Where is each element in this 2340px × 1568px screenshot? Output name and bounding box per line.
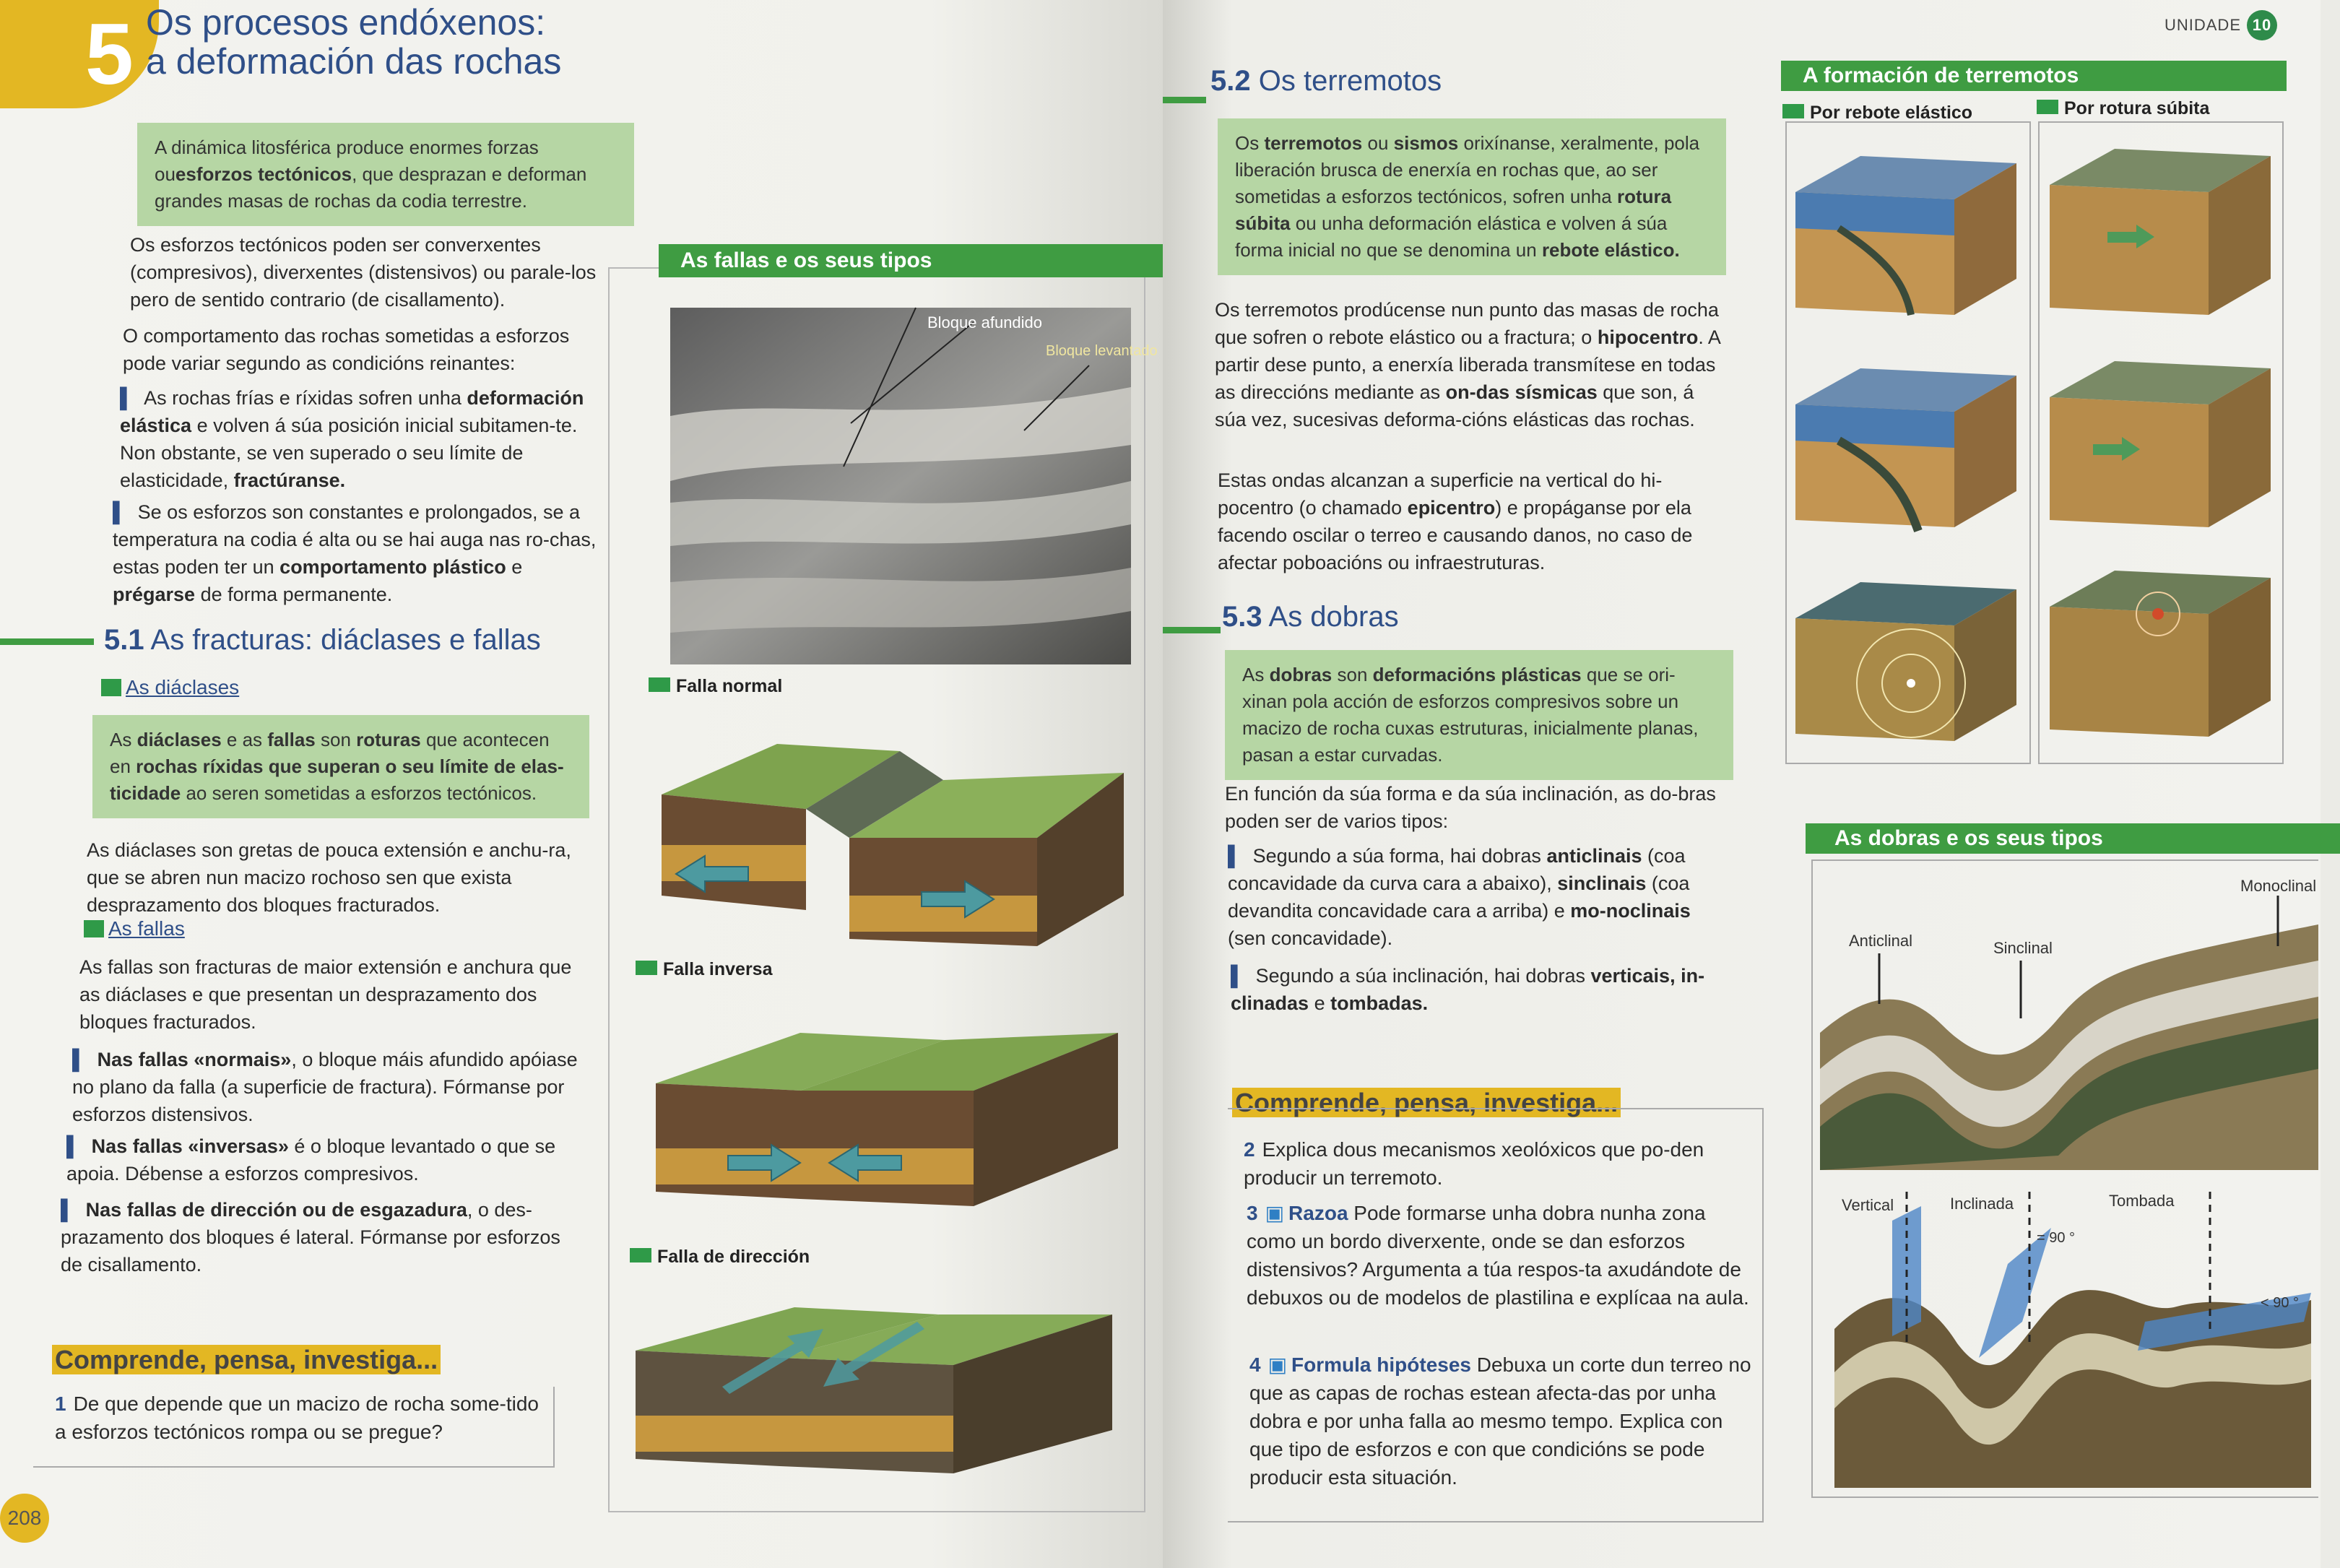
para-epicentro: Estas ondas alcanzan a superficie na vertical do hi-pocentro (o chamado epicentro) e propáganse por ela facendo oscilar o terreo e causando danos, no caso de afectar poboacións ou infraestruturas. [1218, 469, 1693, 573]
para-esforzos: Os esforzos tectónicos poden ser converxentes (compresivos), diverxentes (distensivos) ou parale-los pero de sentido contrario (de cisallamento). [130, 234, 597, 311]
dobras-title-bar: As dobras e os seus tipos [1806, 823, 2340, 854]
para-hipocentro: Os terremotos prodúcense nun punto das masas de rocha que sofren o rebote elástico ou a fractura; o hipocentro. A partir dese punto, a enerxía liberada transmítese en todas as direccións mediante as on-das sísmicas que son, á súa vez, sucesivas deforma-cións elásticas das rochas. [1215, 299, 1720, 430]
bullet-fallas-inversas: ▌ Nas fallas «inversas» é o bloque levantado o que se apoia. Débense a esforzos compresivos. [66, 1132, 579, 1187]
dobras-forma-diagram [1820, 877, 2318, 1170]
dobras-box: As dobras son deformacións plásticas que se ori-xinan pola acción de esforzos compresivos sobre un macizo de rocha cuxas estruturas, inicialmente planas, pasan a estar curvadas. [1225, 650, 1733, 780]
sub-heading-fallas: As fallas [84, 917, 185, 940]
bullet-plastico: ▌ Se os esforzos son constantes e prolongados, se a temperatura na codia é alta ou se hai auga nas ro-chas, estas poden ter un comportamento plástico e prégarse de forma permanente. [113, 498, 604, 608]
section-5-3-heading: 5.3 As dobras [1222, 601, 1399, 633]
fallas-title-bar: As fallas e os seus tipos [659, 244, 1164, 277]
label-monoclinal: Monoclinal [2240, 877, 2317, 895]
question-4: 4▣ Formula hipóteses Debuxa un corte dun terreo no que as capas de rochas estean afecta-das por unha dobra e por unha falla ao mesmo tempo. Explica con que tipo de esforzos e con que condicións se pode producir esta situación. [1249, 1351, 1755, 1491]
label-inclinada: Inclinada [1950, 1195, 2014, 1213]
falla-inversa-diagram [656, 1011, 1118, 1228]
rotura-block-2 [2050, 354, 2271, 534]
chapter-title: Os procesos endóxenos: a deformación das rochas [146, 2, 562, 82]
label-vertical: Vertical [1842, 1196, 1894, 1214]
question-2: 2 Explica dous mecanismos xeolóxicos que po-den producir un terremoto. [1244, 1138, 1704, 1189]
label-falla-normal: Falla normal [649, 676, 782, 697]
label-90: = 90 ° [2037, 1230, 2076, 1246]
rebote-block-2 [1795, 361, 2016, 534]
page-number: 208 [0, 1494, 49, 1543]
label-lt90: < 90 ° [2261, 1295, 2300, 1311]
bullet-elastica: ▌ As rochas frías e ríxidas sofren unha deformación elástica e volven á súa posición inicial subitamen-te. Non obstante, se ven superado o seu límite de elasticidade, fractúranse. [120, 384, 604, 494]
section-line [0, 638, 94, 645]
bullet-dobras-forma: ▌ Segundo a súa forma, hai dobras anticlinais (coa concavidade da curva cara a abaixo), sinclinais (coa devandita concavidade cara a arriba) e mo-noclinais (sen concavidade). [1228, 842, 1733, 952]
para-fallas: As fallas son fracturas de maior extensión e anchura que as diáclases e que presentan un desprazamento dos bloques fracturados. [79, 956, 572, 1033]
intro-box: A dinámica litosférica produce enormes forzas ouesforzos tectónicos, que desprazan e deforman grandes masas de rochas da codia terrestre. [137, 123, 634, 226]
label-rotura-subita: Por rotura súbita [2037, 98, 2209, 119]
label-sinclinal: Sinclinal [1993, 939, 2053, 957]
section-5-1-heading: 5.1 As fracturas: diáclases e fallas [104, 624, 541, 656]
label-falla-inversa: Falla inversa [636, 959, 772, 980]
falla-normal-diagram [662, 729, 1124, 953]
para-dobras: En función da súa forma e da súa inclinación, as do-bras poden ser de varios tipos: [1225, 783, 1716, 832]
fallas-photo [670, 308, 1158, 664]
label-anticlinal: Anticlinal [1849, 932, 1913, 950]
photo-label-levantado: Bloque levantado [1046, 343, 1158, 359]
bullet-dobras-inclinacion: ▌ Segundo a súa inclinación, hai dobras verticais, in-clinadas e tombadas. [1231, 962, 1736, 1017]
comprende-heading-right: Comprende, pensa, investiga... [1232, 1088, 1621, 1118]
question-1: 1 De que depende que un macizo de rocha some-tido a esforzos tectónicos rompa ou se pregue? [55, 1392, 540, 1443]
unit-indicator: UNIDADE 10 [2164, 10, 2277, 40]
question-3: 3▣ Razoa Pode formarse unha dobra nunha zona como un bordo diverxente, onde se dan esforzos distensivos? Argumenta a túa respos-ta axudándote de debuxos ou de modelos de plastilina e explícaa na aula. [1247, 1199, 1752, 1312]
label-tombada: Tombada [2109, 1192, 2175, 1210]
section-5-2-heading: 5.2 Os terremotos [1210, 65, 1442, 97]
comprende-heading-left: Comprende, pensa, investiga... [52, 1345, 441, 1375]
photo-label-afundido: Bloque afundido [927, 313, 1043, 332]
falla-direccion-diagram [636, 1300, 1112, 1509]
terremotos-title-bar: A formación de terremotos [1781, 61, 2287, 91]
rebote-block-3 [1795, 575, 2016, 748]
label-rebote-elastico: Por rebote elástico [1782, 103, 1972, 124]
sub-heading-diaclases: As diáclases [101, 676, 239, 699]
label-falla-direccion: Falla de dirección [630, 1247, 810, 1268]
rotura-block-3 [2050, 563, 2271, 744]
right-page [1163, 0, 2320, 1568]
section-line [1163, 97, 1206, 103]
dobras-inclinacion-diagram [1834, 1184, 2311, 1488]
bullet-fallas-normais: ▌ Nas fallas «normais», o bloque máis afundido apóiase no plano da falla (a superficie de fractura). Fórmanse por esforzos distensivos. [72, 1046, 578, 1128]
rebote-block-1 [1795, 149, 2016, 322]
para-diaclases: As diáclases son gretas de pouca extensión e anchu-ra, que se abren nun macizo rochoso sen que exista desprazamento dos bloques fracturados. [87, 839, 571, 916]
section-line [1163, 627, 1221, 633]
bullet-fallas-direccion: ▌ Nas fallas de dirección ou de esgazadura, o des-prazamento dos bloques é lateral. Fórmanse por esforzos de cisallamento. [61, 1196, 573, 1278]
terremotos-box: Os terremotos ou sismos orixínanse, xeralmente, pola liberación brusca de enerxía en rochas que, ao ser sometidas a esforzos tectónicos, sofren unha rotura súbita ou unha deformación elástica e volven á súa forma inicial no que se denomina un rebote elástico. [1218, 118, 1726, 275]
rotura-block-1 [2050, 142, 2271, 322]
para-comportamento: O comportamento das rochas sometidas a esforzos pode variar segundo as condicións reinantes: [123, 325, 570, 374]
chapter-badge [0, 0, 159, 108]
chapter-number: 5 [85, 6, 134, 103]
diaclases-box: As diáclases e as fallas son roturas que acontecen en rochas ríxidas que superan o seu límite de elas-ticidade ao seren sometidas a esforzos tectónicos. [92, 715, 589, 818]
left-page [0, 0, 1163, 1568]
